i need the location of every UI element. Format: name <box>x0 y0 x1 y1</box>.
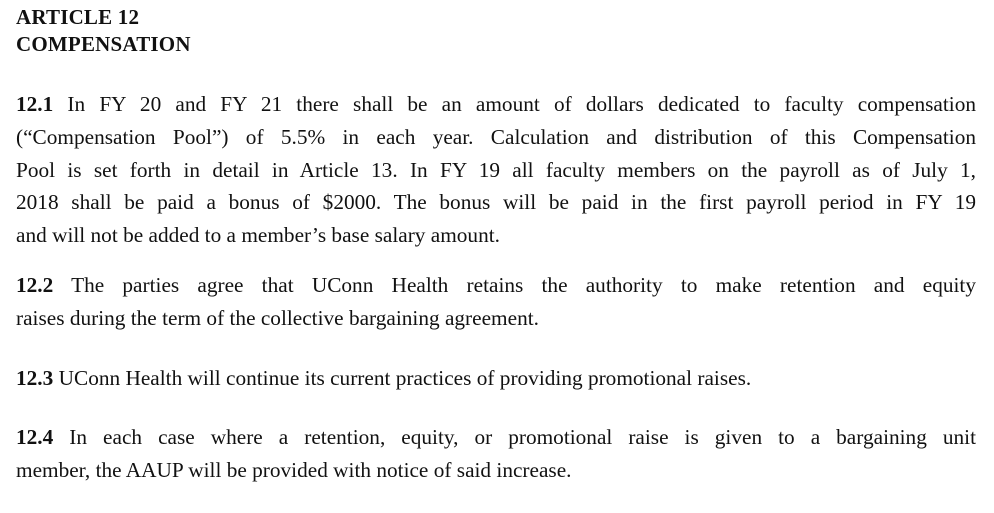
article-number: ARTICLE 12 <box>16 5 140 29</box>
section-line: 2018 shall be paid a bonus of $2000. The bonus will be paid in the first payroll period in FY 19 <box>16 190 976 215</box>
article-heading <box>16 4 976 58</box>
section-line <box>16 421 976 454</box>
section-12-3 <box>16 362 976 395</box>
section-number: 12.1 <box>16 92 54 116</box>
section-line <box>16 362 976 395</box>
section-line: (“Compensation Pool”) of 5.5% in each year. Calculation and distribution of this Compensation <box>16 124 976 149</box>
document-page <box>16 4 976 487</box>
section-12-1 <box>16 88 976 252</box>
section-number: 12.2 <box>16 272 54 297</box>
section-text: In FY 20 and FY 21 there shall be an amount of dollars dedicated to faculty compensation <box>53 92 976 116</box>
section-text: In each case where a retention, equity, or promotional raise is given to a bargaining unit <box>53 425 976 450</box>
section-line: raises during the term of the collective bargaining agreement. <box>16 305 539 330</box>
article-title: COMPENSATION <box>16 32 191 56</box>
section-12-4 <box>16 421 976 487</box>
section-12-2 <box>16 269 976 335</box>
section-text: The parties agree that UConn Health retains the authority to make retention and equity <box>53 272 976 297</box>
section-line: member, the AAUP will be provided with notice of said increase. <box>16 458 572 483</box>
section-text: UConn Health will continue its current practices of providing promotional raises. <box>53 365 752 390</box>
section-number: 12.3 <box>16 365 54 390</box>
section-line: and will not be added to a member’s base salary amount. <box>16 223 500 248</box>
section-line: Pool is set forth in detail in Article 13. In FY 19 all faculty members on the payroll as of July 1, <box>16 157 976 182</box>
section-line <box>16 269 976 302</box>
section-line <box>16 88 976 121</box>
section-number: 12.4 <box>16 425 54 450</box>
